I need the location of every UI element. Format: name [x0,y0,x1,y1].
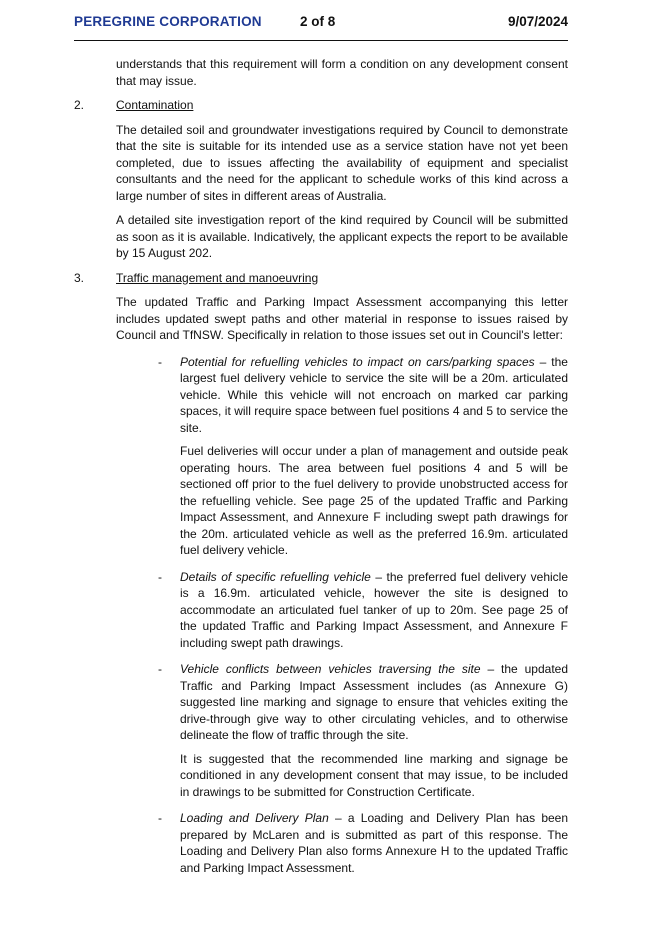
bullet-dash: - [158,354,162,369]
header-rule [74,40,568,41]
bullet-item [158,569,568,652]
section-paragraph: The detailed soil and groundwater investigations required by Council to demonstrate that the site is suitable for its intended use as a service station have not yet been completed, due to issues affecting the availability of equipment and specialist consultants and the need for the applicant to schedule works of this kind across a large number of sites in different areas of Australia. [116,122,568,203]
document-body [74,56,568,876]
company-name: PEREGRINE CORPORATION [74,14,262,29]
section-paragraph: A detailed site investigation report of the kind required by Council will be submitted as soon as it is available. Indicatively, the applicant expects the report to be available by 15 August 202. [116,213,568,260]
bullet-dash: - [158,811,162,825]
bullet-dash: - [158,662,162,676]
document-date: 9/07/2024 [507,14,568,29]
bullet-extra-paragraph: Fuel deliveries will occur under a plan of management and outside peak operating hours. The area between fuel positions 4 and 5 will be sectioned off prior to the fuel delivery to provide unobstructed access for the refuelling vehicle. See page 25 of the updated Traffic and Parking Impact Assessment, and Annexure F including swept path drawings for the 20m. articulated vehicle as well as the preferred 16.9m. articulated fuel delivery vehicle. [180,444,568,557]
bullet-text [180,810,568,876]
bullet-body: – the updated Traffic and Parking Impact Assessment includes (as Annexure G) suggested line marking and signage to ensure that vehicles exiting the drive-through give way to other circulating vehicles, and to otherwise delineate the flow of traffic through the site. [180,662,569,742]
bullet-dash: - [158,569,162,584]
section-heading [74,270,568,287]
bullet-body: – a Loading and Delivery Plan has been prepared by McLaren and is submitted as part of this response. The Loading and Delivery Plan also forms Annexure H to the updated Traffic and Parking Impact Assessment. [180,811,569,875]
section-heading [74,97,568,114]
bullet-extra-paragraph: It is suggested that the recommended line marking and signage be conditioned in any development consent that may issue, to be included in drawings to be submitted for Construction Certificate. [180,751,568,799]
bullet-item [158,810,569,876]
bullet-body: – the largest fuel delivery vehicle to service the site will be a 20m. articulated vehicle. While this vehicle will not encroach on marked car parking spaces, it will require space between fuel positions 4 and 5 to service the site. [180,354,568,435]
bullet-heading: Details of specific refuelling vehicle [180,569,371,584]
bullet-item [158,661,569,744]
bullet-heading: Potential for refuelling vehicles to impact on cars/parking spaces [180,354,535,369]
section-number: 3. [74,270,85,285]
page-number: 2 of 8 [300,14,336,29]
bullet-item [158,354,568,437]
section-number: 2. [74,98,85,112]
section-paragraph: The updated Traffic and Parking Impact Assessment accompanying this letter includes updated swept paths and other material in response to issues raised by Council and TfNSW. Specifically in relation to those issues set out in Council's letter: [116,295,568,342]
page-header [74,14,568,34]
intro-paragraph: understands that this requirement will form a condition on any development consent that may issue. [116,57,568,88]
bullet-text [180,661,568,744]
section-title: Contamination [116,98,194,112]
bullet-text [180,354,568,437]
bullet-heading: Vehicle conflicts between vehicles traversing the site [180,662,481,676]
section-title: Traffic management and manoeuvring [116,270,319,285]
bullet-heading: Loading and Delivery Plan [180,811,329,825]
bullet-body: – the preferred fuel delivery vehicle is a 16.9m. articulated vehicle, however the site is designed to accommodate an articulated fuel tanker of up to 20m. See page 25 of the updated Traffic and Parking Impact Assessment, and Annexure F including swept path drawings. [180,569,568,650]
bullet-text [180,569,568,652]
